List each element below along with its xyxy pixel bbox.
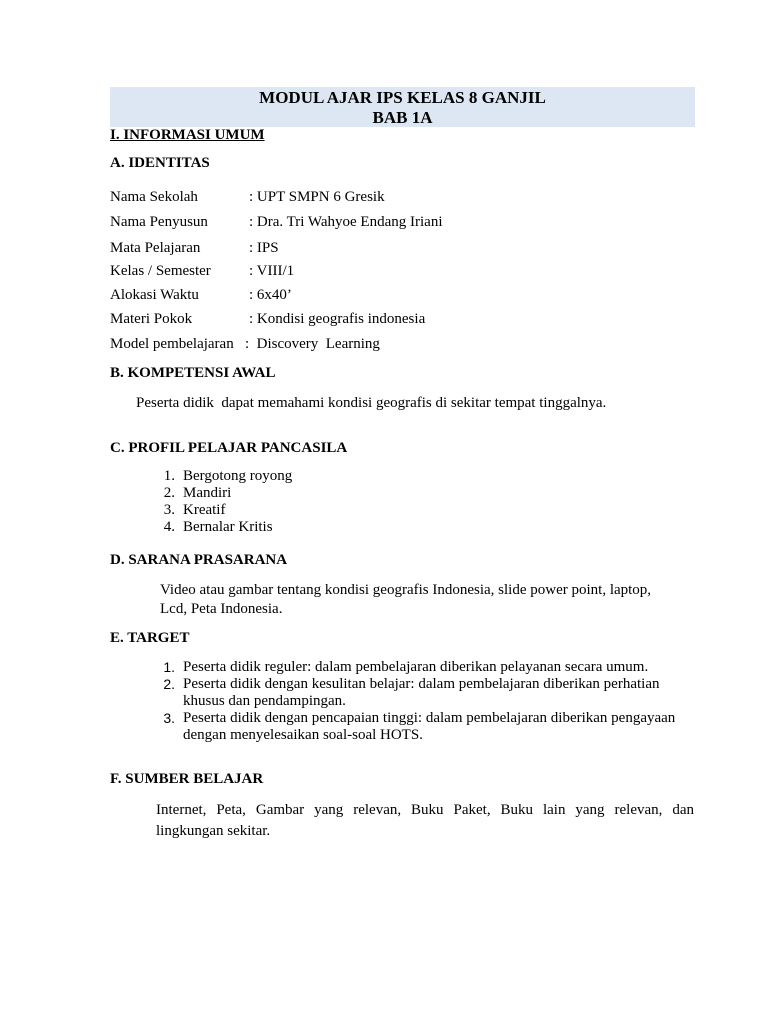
identitas-value: : IPS <box>249 240 279 256</box>
identitas-value: : Kondisi geografis indonesia <box>249 311 426 327</box>
identitas-value: : 6x40’ <box>249 287 292 303</box>
list-text: Bernalar Kritis <box>183 519 273 535</box>
list-text: Peserta didik dengan kesulitan belajar: dalam pembelajaran diberikan perhatian khusus dan pendampingan. <box>183 676 660 709</box>
list-number: 3. <box>163 502 175 518</box>
identitas-value: : UPT SMPN 6 Gresik <box>249 189 385 205</box>
list-number: 3. <box>163 710 175 726</box>
heading-sumber-belajar: F. SUMBER BELAJAR <box>110 771 264 787</box>
heading-kompetensi-awal: B. KOMPETENSI AWAL <box>110 365 276 381</box>
list-item <box>151 468 292 485</box>
list-text: Peserta didik reguler: dalam pembelajaran diberikan pelayanan secara umum. <box>183 659 649 675</box>
list-item <box>151 485 231 502</box>
list-number: 4. <box>163 519 175 535</box>
identitas-value: : Dra. Tri Wahyoe Endang Iriani <box>249 214 443 230</box>
sarana-text: Video atau gambar tentang kondisi geografis Indonesia, slide power point, laptop, Lcd, Peta Indonesia. <box>160 582 652 617</box>
identitas-label: Alokasi Waktu <box>110 287 199 303</box>
heading-sarana-prasarana: D. SARANA PRASARANA <box>110 552 288 568</box>
sumber-text: Internet, Peta, Gambar yang relevan, Buku Paket, Buku lain yang relevan, dan lingkungan sekitar. <box>156 802 694 839</box>
list-number: 1. <box>163 468 175 484</box>
document-title: MODUL AJAR IPS KELAS 8 GANJIL <box>259 88 546 107</box>
list-number: 2. <box>163 485 175 501</box>
identitas-value: : VIII/1 <box>249 263 295 279</box>
list-item <box>151 710 696 744</box>
identitas-label: Nama Sekolah <box>110 189 198 205</box>
list-number: 1. <box>163 659 175 675</box>
kompetensi-text: Peserta didik dapat memahami kondisi geografis di sekitar tempat tinggalnya. <box>136 395 607 411</box>
heading-profil-pelajar: C. PROFIL PELAJAR PANCASILA <box>110 440 348 456</box>
target-list <box>151 659 696 744</box>
list-text: Kreatif <box>183 502 226 518</box>
document-subtitle: BAB 1A <box>372 108 433 127</box>
list-number: 2. <box>163 676 175 692</box>
heading-target: E. TARGET <box>110 630 190 646</box>
document-title-box <box>110 87 695 127</box>
list-item <box>151 502 225 519</box>
list-text: Peserta didik dengan pencapaian tinggi: dalam pembelajaran diberikan pengayaan dengan menyelesaikan soal-soal HOTS. <box>183 710 676 743</box>
list-item <box>151 659 696 676</box>
identitas-label: Nama Penyusun <box>110 214 208 230</box>
list-item <box>151 676 696 710</box>
heading-identitas: A. IDENTITAS <box>110 155 210 171</box>
identitas-model-row: Model pembelajaran : Discovery Learning <box>110 336 380 352</box>
section-informasi-umum: I. INFORMASI UMUM <box>110 127 265 143</box>
identitas-label: Mata Pelajaran <box>110 240 201 256</box>
list-text: Mandiri <box>183 485 232 501</box>
list-text: Bergotong royong <box>183 468 293 484</box>
list-item <box>151 519 273 536</box>
identitas-label: Materi Pokok <box>110 311 193 327</box>
identitas-label: Kelas / Semester <box>110 263 211 279</box>
